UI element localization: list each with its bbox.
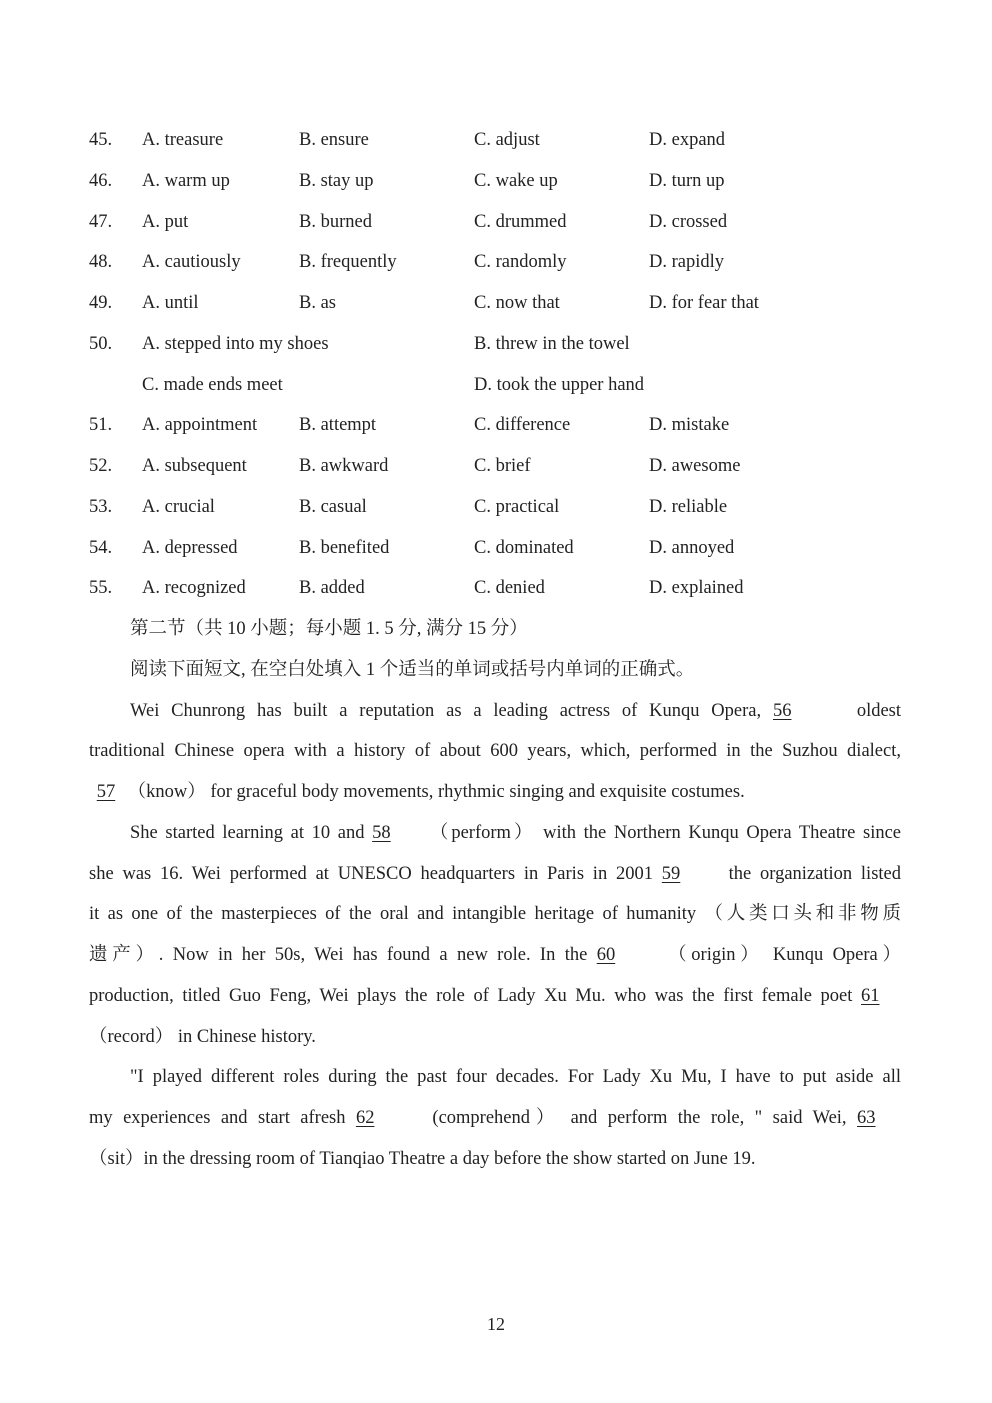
passage-line-12: （sit）in the dressing room of Tianqiao Theatre a day before the show started on June 19. — [89, 1149, 756, 1169]
blank-58: 58 — [372, 823, 391, 843]
option-a: A. treasure — [142, 130, 224, 150]
passage-text: the organization listed — [728, 864, 901, 884]
passage-text: Wei Chunrong has built a reputation as a leading actress of Kunqu Opera, — [130, 701, 762, 721]
option-a: A. until — [142, 293, 199, 313]
option-a: A. depressed — [142, 538, 238, 558]
passage-text: my experiences and start afresh — [89, 1108, 346, 1128]
passage-text: She started learning at 10 and — [130, 823, 365, 843]
page-number: 12 — [487, 1314, 505, 1334]
option-a: A. warm up — [142, 171, 230, 191]
question-number: 50. — [89, 334, 113, 354]
option-b: B. frequently — [299, 252, 397, 272]
blank-60: 60 — [596, 945, 616, 965]
passage-text: （perform） with the Northern Kunqu Opera Theatre since — [429, 823, 902, 843]
passage-line-3 — [89, 779, 901, 805]
option-c: C. brief — [474, 456, 531, 476]
passage-line-2: traditional Chinese opera with a history of about 600 years, which, performed in the Suzhou dialect, — [89, 741, 901, 761]
option-b: B. as — [299, 293, 336, 313]
blank-62: 62 — [355, 1108, 375, 1128]
option-c: C. randomly — [474, 252, 567, 272]
passage-line-7 — [89, 942, 901, 968]
blank-61: 61 — [861, 986, 880, 1006]
option-b: B. ensure — [299, 130, 369, 150]
option-d: D. turn up — [649, 171, 725, 191]
question-number: 46. — [89, 171, 113, 191]
passage-line-9: （record） in Chinese history. — [89, 1027, 316, 1047]
blank-56: 56 — [772, 701, 792, 721]
option-d: D. took the upper hand — [474, 375, 645, 395]
option-a: A. appointment — [142, 415, 258, 435]
option-b: B. threw in the towel — [474, 334, 630, 354]
option-b: B. benefited — [299, 538, 390, 558]
option-a: A. crucial — [142, 497, 215, 517]
option-a: A. subsequent — [142, 456, 247, 476]
question-number: 48. — [89, 252, 113, 272]
passage-text: she was 16. Wei performed at UNESCO headquarters in Paris in 2001 — [89, 864, 653, 884]
section-heading: 第二节（共 10 小题；每小题 1. 5 分, 满分 15 分） — [130, 619, 528, 639]
option-d: D. explained — [649, 578, 744, 598]
blank-57: 57 — [96, 782, 116, 802]
option-c: C. made ends meet — [142, 375, 283, 395]
option-c: C. drummed — [474, 212, 567, 232]
question-number: 52. — [89, 456, 113, 476]
passage-line-1 — [130, 698, 901, 724]
option-b: B. stay up — [299, 171, 374, 191]
question-number: 53. — [89, 497, 113, 517]
option-b: B. added — [299, 578, 365, 598]
question-number: 49. — [89, 293, 113, 313]
passage-text: 遗产）. Now in her 50s, Wei has found a new role. In the — [89, 945, 588, 965]
option-d: D. awesome — [649, 456, 741, 476]
question-number: 55. — [89, 578, 113, 598]
passage-text: （know） for graceful body movements, rhythmic singing and exquisite costumes. — [127, 782, 745, 802]
option-b: B. attempt — [299, 415, 377, 435]
option-b: B. casual — [299, 497, 367, 517]
passage-line-4 — [130, 820, 901, 846]
option-d: D. expand — [649, 130, 726, 150]
option-c: C. now that — [474, 293, 560, 313]
option-d: D. crossed — [649, 212, 728, 232]
blank-59: 59 — [661, 864, 681, 884]
option-a: A. put — [142, 212, 189, 232]
option-d: D. annoyed — [649, 538, 735, 558]
question-number: 54. — [89, 538, 113, 558]
passage-line-6: it as one of the masterpieces of the oral and intangible heritage of humanity （人类口头和非物质 — [89, 904, 901, 924]
question-number: 45. — [89, 130, 113, 150]
blank-63: 63 — [857, 1108, 876, 1128]
option-d: D. mistake — [649, 415, 730, 435]
question-number: 47. — [89, 212, 113, 232]
option-d: D. rapidly — [649, 252, 725, 272]
option-c: C. dominated — [474, 538, 574, 558]
option-a: A. recognized — [142, 578, 246, 598]
passage-line-10: "I played different roles during the past four decades. For Lady Xu Mu, I have to put aside all — [130, 1067, 901, 1087]
passage-text: (comprehend） and perform the role, " said Wei, — [432, 1108, 847, 1128]
option-c: C. wake up — [474, 171, 558, 191]
option-a: A. stepped into my shoes — [142, 334, 329, 354]
option-d: D. reliable — [649, 497, 728, 517]
option-c: C. adjust — [474, 130, 540, 150]
passage-line-11 — [89, 1105, 901, 1131]
passage-line-5 — [89, 861, 901, 887]
option-b: B. burned — [299, 212, 372, 232]
option-d: D. for fear that — [649, 293, 759, 313]
question-number: 51. — [89, 415, 113, 435]
option-c: C. practical — [474, 497, 560, 517]
option-c: C. denied — [474, 578, 545, 598]
section-instruction: 阅读下面短文, 在空白处填入 1 个适当的单词或括号内单词的正确式。 — [130, 660, 695, 680]
passage-text: production, titled Guo Feng, Wei plays the role of Lady Xu Mu. who was the first female poet — [89, 986, 853, 1006]
option-c: C. difference — [474, 415, 571, 435]
passage-line-8 — [89, 983, 901, 1009]
option-b: B. awkward — [299, 456, 389, 476]
option-a: A. cautiously — [142, 252, 241, 272]
passage-text: （origin） Kunqu Opera） — [668, 945, 902, 965]
passage-text: oldest — [856, 701, 902, 721]
